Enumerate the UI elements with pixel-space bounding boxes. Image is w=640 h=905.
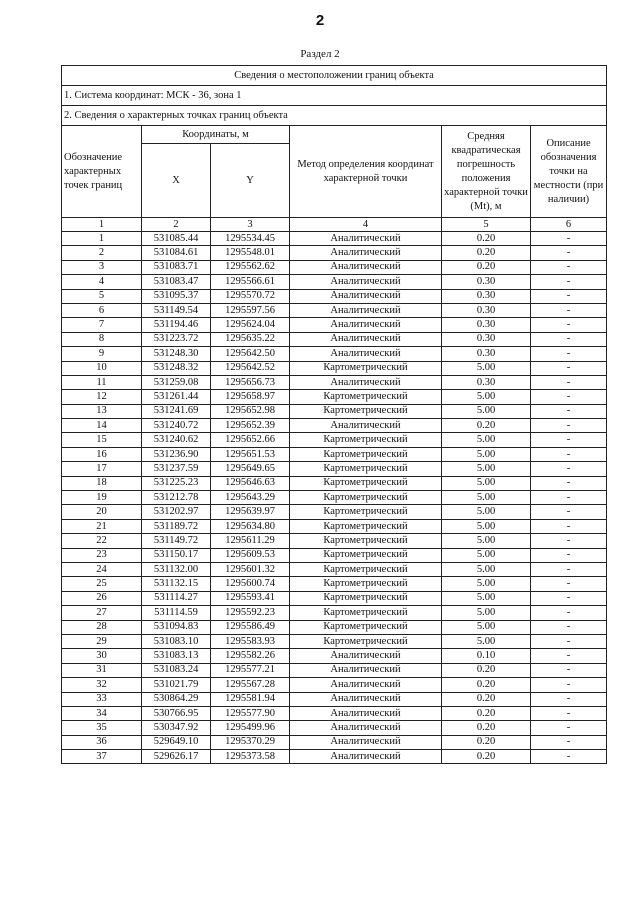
x-coordinate: 531225.23 bbox=[142, 476, 211, 490]
table-row bbox=[62, 419, 607, 433]
y-coordinate: 1295651.53 bbox=[211, 447, 290, 461]
table-row bbox=[62, 404, 607, 418]
description: - bbox=[531, 577, 607, 591]
x-coordinate: 531212.78 bbox=[142, 491, 211, 505]
description: - bbox=[531, 721, 607, 735]
description: - bbox=[531, 318, 607, 332]
y-coordinate: 1295597.56 bbox=[211, 303, 290, 317]
table-row bbox=[62, 620, 607, 634]
x-coordinate: 530347.92 bbox=[142, 721, 211, 735]
method: Картометрический bbox=[290, 404, 442, 418]
point-number: 7 bbox=[62, 318, 142, 332]
x-coordinate: 531241.69 bbox=[142, 404, 211, 418]
table-row bbox=[62, 591, 607, 605]
error-value: 0.20 bbox=[442, 419, 531, 433]
point-number: 6 bbox=[62, 303, 142, 317]
point-number: 14 bbox=[62, 419, 142, 433]
y-coordinate: 1295649.65 bbox=[211, 462, 290, 476]
x-coordinate: 531149.72 bbox=[142, 534, 211, 548]
table-row bbox=[62, 303, 607, 317]
method: Картометрический bbox=[290, 361, 442, 375]
error-value: 0.30 bbox=[442, 303, 531, 317]
points-caption: 2. Сведения о характерных точках границ объекта bbox=[62, 106, 607, 126]
x-coordinate: 530864.29 bbox=[142, 692, 211, 706]
description: - bbox=[531, 620, 607, 634]
description: - bbox=[531, 548, 607, 562]
point-number: 21 bbox=[62, 519, 142, 533]
method: Аналитический bbox=[290, 721, 442, 735]
error-value: 0.20 bbox=[442, 721, 531, 735]
error-value: 5.00 bbox=[442, 404, 531, 418]
x-coordinate: 529649.10 bbox=[142, 735, 211, 749]
point-number: 18 bbox=[62, 476, 142, 490]
table-row bbox=[62, 750, 607, 764]
method: Аналитический bbox=[290, 347, 442, 361]
method: Картометрический bbox=[290, 534, 442, 548]
error-value: 0.20 bbox=[442, 232, 531, 246]
description: - bbox=[531, 750, 607, 764]
table-row bbox=[62, 548, 607, 562]
description: - bbox=[531, 534, 607, 548]
x-coordinate: 531189.72 bbox=[142, 519, 211, 533]
table-row bbox=[62, 649, 607, 663]
method: Аналитический bbox=[290, 318, 442, 332]
point-number: 25 bbox=[62, 577, 142, 591]
x-coordinate: 531095.37 bbox=[142, 289, 211, 303]
y-coordinate: 1295652.39 bbox=[211, 419, 290, 433]
method: Картометрический bbox=[290, 519, 442, 533]
error-value: 5.00 bbox=[442, 390, 531, 404]
method: Картометрический bbox=[290, 433, 442, 447]
point-number: 1 bbox=[62, 232, 142, 246]
point-number: 2 bbox=[62, 246, 142, 260]
table-row bbox=[62, 534, 607, 548]
x-coordinate: 530766.95 bbox=[142, 706, 211, 720]
error-value: 0.30 bbox=[442, 332, 531, 346]
point-number: 33 bbox=[62, 692, 142, 706]
x-coordinate: 531240.62 bbox=[142, 433, 211, 447]
y-coordinate: 1295570.72 bbox=[211, 289, 290, 303]
description: - bbox=[531, 303, 607, 317]
description: - bbox=[531, 433, 607, 447]
method: Аналитический bbox=[290, 750, 442, 764]
section-title: Раздел 2 bbox=[300, 48, 340, 60]
x-coordinate: 531194.46 bbox=[142, 318, 211, 332]
error-value: 5.00 bbox=[442, 491, 531, 505]
x-coordinate: 531094.83 bbox=[142, 620, 211, 634]
y-coordinate: 1295566.61 bbox=[211, 275, 290, 289]
y-coordinate: 1295370.29 bbox=[211, 735, 290, 749]
error-value: 5.00 bbox=[442, 562, 531, 576]
table-row bbox=[62, 260, 607, 274]
error-value: 0.20 bbox=[442, 735, 531, 749]
table-row bbox=[62, 246, 607, 260]
point-number: 23 bbox=[62, 548, 142, 562]
method: Картометрический bbox=[290, 505, 442, 519]
page-number: 2 bbox=[315, 12, 325, 29]
table-row bbox=[62, 678, 607, 692]
y-coordinate: 1295593.41 bbox=[211, 591, 290, 605]
description: - bbox=[531, 678, 607, 692]
point-number: 29 bbox=[62, 634, 142, 648]
method: Аналитический bbox=[290, 706, 442, 720]
y-coordinate: 1295586.49 bbox=[211, 620, 290, 634]
table-row bbox=[62, 332, 607, 346]
point-number: 13 bbox=[62, 404, 142, 418]
point-number: 26 bbox=[62, 591, 142, 605]
method: Картометрический bbox=[290, 491, 442, 505]
error-value: 5.00 bbox=[442, 447, 531, 461]
table-row bbox=[62, 433, 607, 447]
method: Аналитический bbox=[290, 303, 442, 317]
table-row bbox=[62, 390, 607, 404]
y-coordinate: 1295567.28 bbox=[211, 678, 290, 692]
error-value: 5.00 bbox=[442, 634, 531, 648]
point-number: 36 bbox=[62, 735, 142, 749]
error-value: 0.30 bbox=[442, 289, 531, 303]
point-number: 24 bbox=[62, 562, 142, 576]
description: - bbox=[531, 447, 607, 461]
header-point: Обозначение характерных точек границ bbox=[62, 126, 142, 218]
point-number: 15 bbox=[62, 433, 142, 447]
y-coordinate: 1295582.26 bbox=[211, 649, 290, 663]
x-coordinate: 531083.71 bbox=[142, 260, 211, 274]
y-coordinate: 1295601.32 bbox=[211, 562, 290, 576]
table-row bbox=[62, 692, 607, 706]
method: Аналитический bbox=[290, 663, 442, 677]
method: Картометрический bbox=[290, 577, 442, 591]
x-coordinate: 531150.17 bbox=[142, 548, 211, 562]
header-y: Y bbox=[211, 144, 290, 218]
description: - bbox=[531, 462, 607, 476]
description: - bbox=[531, 232, 607, 246]
x-coordinate: 531261.44 bbox=[142, 390, 211, 404]
point-number: 22 bbox=[62, 534, 142, 548]
method: Аналитический bbox=[290, 232, 442, 246]
point-number: 28 bbox=[62, 620, 142, 634]
description: - bbox=[531, 404, 607, 418]
table-row bbox=[62, 232, 607, 246]
method: Картометрический bbox=[290, 606, 442, 620]
y-coordinate: 1295577.90 bbox=[211, 706, 290, 720]
description: - bbox=[531, 332, 607, 346]
point-number: 35 bbox=[62, 721, 142, 735]
description: - bbox=[531, 692, 607, 706]
x-coordinate: 531083.10 bbox=[142, 634, 211, 648]
table-row bbox=[62, 519, 607, 533]
method: Картометрический bbox=[290, 634, 442, 648]
description: - bbox=[531, 491, 607, 505]
error-value: 5.00 bbox=[442, 577, 531, 591]
description: - bbox=[531, 246, 607, 260]
y-coordinate: 1295643.29 bbox=[211, 491, 290, 505]
point-number: 16 bbox=[62, 447, 142, 461]
method: Аналитический bbox=[290, 275, 442, 289]
description: - bbox=[531, 735, 607, 749]
description: - bbox=[531, 519, 607, 533]
table-row bbox=[62, 505, 607, 519]
method: Аналитический bbox=[290, 246, 442, 260]
y-coordinate: 1295652.98 bbox=[211, 404, 290, 418]
table-row bbox=[62, 577, 607, 591]
error-value: 0.20 bbox=[442, 750, 531, 764]
table-row bbox=[62, 735, 607, 749]
table-row bbox=[62, 721, 607, 735]
method: Аналитический bbox=[290, 375, 442, 389]
table-row bbox=[62, 447, 607, 461]
description: - bbox=[531, 375, 607, 389]
y-coordinate: 1295583.93 bbox=[211, 634, 290, 648]
method: Аналитический bbox=[290, 649, 442, 663]
description: - bbox=[531, 591, 607, 605]
table-row bbox=[62, 375, 607, 389]
x-coordinate: 531084.61 bbox=[142, 246, 211, 260]
table-row bbox=[62, 289, 607, 303]
table-row bbox=[62, 562, 607, 576]
y-coordinate: 1295634.80 bbox=[211, 519, 290, 533]
x-coordinate: 531236.90 bbox=[142, 447, 211, 461]
point-number: 32 bbox=[62, 678, 142, 692]
description: - bbox=[531, 361, 607, 375]
error-value: 5.00 bbox=[442, 519, 531, 533]
y-coordinate: 1295499.96 bbox=[211, 721, 290, 735]
method: Картометрический bbox=[290, 562, 442, 576]
error-value: 0.30 bbox=[442, 275, 531, 289]
error-value: 0.20 bbox=[442, 692, 531, 706]
boundary-points-table bbox=[61, 65, 607, 764]
method: Картометрический bbox=[290, 462, 442, 476]
table-row bbox=[62, 361, 607, 375]
description: - bbox=[531, 505, 607, 519]
point-number: 8 bbox=[62, 332, 142, 346]
x-coordinate: 531132.00 bbox=[142, 562, 211, 576]
table-row bbox=[62, 462, 607, 476]
y-coordinate: 1295646.63 bbox=[211, 476, 290, 490]
x-coordinate: 531223.72 bbox=[142, 332, 211, 346]
error-value: 5.00 bbox=[442, 534, 531, 548]
error-value: 0.20 bbox=[442, 260, 531, 274]
y-coordinate: 1295624.04 bbox=[211, 318, 290, 332]
method: Аналитический bbox=[290, 332, 442, 346]
x-coordinate: 531149.54 bbox=[142, 303, 211, 317]
header-error: Средняя квадратическая погрешность положения характерной точки (Mt), м bbox=[442, 126, 531, 218]
x-coordinate: 531114.27 bbox=[142, 591, 211, 605]
table-title: Сведения о местоположении границ объекта bbox=[62, 66, 607, 86]
point-number: 12 bbox=[62, 390, 142, 404]
description: - bbox=[531, 606, 607, 620]
point-number: 3 bbox=[62, 260, 142, 274]
error-value: 0.30 bbox=[442, 375, 531, 389]
y-coordinate: 1295642.50 bbox=[211, 347, 290, 361]
method: Картометрический bbox=[290, 447, 442, 461]
y-coordinate: 1295577.21 bbox=[211, 663, 290, 677]
y-coordinate: 1295592.23 bbox=[211, 606, 290, 620]
table-row bbox=[62, 491, 607, 505]
column-number: 5 bbox=[442, 218, 531, 232]
x-coordinate: 531021.79 bbox=[142, 678, 211, 692]
description: - bbox=[531, 419, 607, 433]
error-value: 0.30 bbox=[442, 318, 531, 332]
x-coordinate: 531083.47 bbox=[142, 275, 211, 289]
table-row bbox=[62, 634, 607, 648]
x-coordinate: 531202.97 bbox=[142, 505, 211, 519]
method: Картометрический bbox=[290, 591, 442, 605]
point-number: 5 bbox=[62, 289, 142, 303]
x-coordinate: 531085.44 bbox=[142, 232, 211, 246]
y-coordinate: 1295609.53 bbox=[211, 548, 290, 562]
table-row bbox=[62, 663, 607, 677]
column-number-row bbox=[62, 218, 607, 232]
y-coordinate: 1295635.22 bbox=[211, 332, 290, 346]
y-coordinate: 1295611.29 bbox=[211, 534, 290, 548]
x-coordinate: 531248.30 bbox=[142, 347, 211, 361]
x-coordinate: 531237.59 bbox=[142, 462, 211, 476]
description: - bbox=[531, 289, 607, 303]
description: - bbox=[531, 706, 607, 720]
y-coordinate: 1295562.62 bbox=[211, 260, 290, 274]
table-row bbox=[62, 606, 607, 620]
point-number: 37 bbox=[62, 750, 142, 764]
point-number: 19 bbox=[62, 491, 142, 505]
column-number: 6 bbox=[531, 218, 607, 232]
method: Картометрический bbox=[290, 548, 442, 562]
column-number: 1 bbox=[62, 218, 142, 232]
description: - bbox=[531, 649, 607, 663]
y-coordinate: 1295658.97 bbox=[211, 390, 290, 404]
point-number: 20 bbox=[62, 505, 142, 519]
header-coordinates: Координаты, м bbox=[142, 126, 290, 144]
method: Картометрический bbox=[290, 476, 442, 490]
y-coordinate: 1295534.45 bbox=[211, 232, 290, 246]
method: Аналитический bbox=[290, 692, 442, 706]
description: - bbox=[531, 562, 607, 576]
y-coordinate: 1295639.97 bbox=[211, 505, 290, 519]
error-value: 5.00 bbox=[442, 476, 531, 490]
error-value: 5.00 bbox=[442, 505, 531, 519]
description: - bbox=[531, 347, 607, 361]
x-coordinate: 531259.08 bbox=[142, 375, 211, 389]
error-value: 0.20 bbox=[442, 246, 531, 260]
error-value: 5.00 bbox=[442, 548, 531, 562]
method: Картометрический bbox=[290, 620, 442, 634]
error-value: 0.30 bbox=[442, 347, 531, 361]
error-value: 5.00 bbox=[442, 462, 531, 476]
x-coordinate: 531248.32 bbox=[142, 361, 211, 375]
y-coordinate: 1295642.52 bbox=[211, 361, 290, 375]
error-value: 5.00 bbox=[442, 606, 531, 620]
x-coordinate: 531083.13 bbox=[142, 649, 211, 663]
table-row bbox=[62, 706, 607, 720]
error-value: 5.00 bbox=[442, 591, 531, 605]
error-value: 0.10 bbox=[442, 649, 531, 663]
point-number: 4 bbox=[62, 275, 142, 289]
column-number: 4 bbox=[290, 218, 442, 232]
table-row bbox=[62, 476, 607, 490]
y-coordinate: 1295652.66 bbox=[211, 433, 290, 447]
point-number: 30 bbox=[62, 649, 142, 663]
description: - bbox=[531, 390, 607, 404]
y-coordinate: 1295656.73 bbox=[211, 375, 290, 389]
x-coordinate: 531132.15 bbox=[142, 577, 211, 591]
point-number: 17 bbox=[62, 462, 142, 476]
header-description: Описание обозначения точки на местности (при наличии) bbox=[531, 126, 607, 218]
x-coordinate: 529626.17 bbox=[142, 750, 211, 764]
table-row bbox=[62, 275, 607, 289]
description: - bbox=[531, 260, 607, 274]
method: Картометрический bbox=[290, 390, 442, 404]
x-coordinate: 531240.72 bbox=[142, 419, 211, 433]
error-value: 5.00 bbox=[442, 361, 531, 375]
column-number: 2 bbox=[142, 218, 211, 232]
error-value: 5.00 bbox=[442, 620, 531, 634]
method: Аналитический bbox=[290, 678, 442, 692]
y-coordinate: 1295581.94 bbox=[211, 692, 290, 706]
x-coordinate: 531114.59 bbox=[142, 606, 211, 620]
error-value: 0.20 bbox=[442, 663, 531, 677]
method: Аналитический bbox=[290, 289, 442, 303]
y-coordinate: 1295373.58 bbox=[211, 750, 290, 764]
table-row bbox=[62, 347, 607, 361]
method: Аналитический bbox=[290, 735, 442, 749]
error-value: 5.00 bbox=[442, 433, 531, 447]
point-number: 9 bbox=[62, 347, 142, 361]
table-row bbox=[62, 318, 607, 332]
method: Аналитический bbox=[290, 419, 442, 433]
point-number: 31 bbox=[62, 663, 142, 677]
header-x: X bbox=[142, 144, 211, 218]
y-coordinate: 1295548.01 bbox=[211, 246, 290, 260]
point-number: 10 bbox=[62, 361, 142, 375]
description: - bbox=[531, 663, 607, 677]
column-number: 3 bbox=[211, 218, 290, 232]
header-method: Метод определения координат характерной точки bbox=[290, 126, 442, 218]
point-number: 34 bbox=[62, 706, 142, 720]
x-coordinate: 531083.24 bbox=[142, 663, 211, 677]
description: - bbox=[531, 275, 607, 289]
error-value: 0.20 bbox=[442, 706, 531, 720]
description: - bbox=[531, 634, 607, 648]
coordinate-system: 1. Система координат: МСК - 36, зона 1 bbox=[62, 86, 607, 106]
y-coordinate: 1295600.74 bbox=[211, 577, 290, 591]
point-number: 27 bbox=[62, 606, 142, 620]
description: - bbox=[531, 476, 607, 490]
method: Аналитический bbox=[290, 260, 442, 274]
point-number: 11 bbox=[62, 375, 142, 389]
error-value: 0.20 bbox=[442, 678, 531, 692]
